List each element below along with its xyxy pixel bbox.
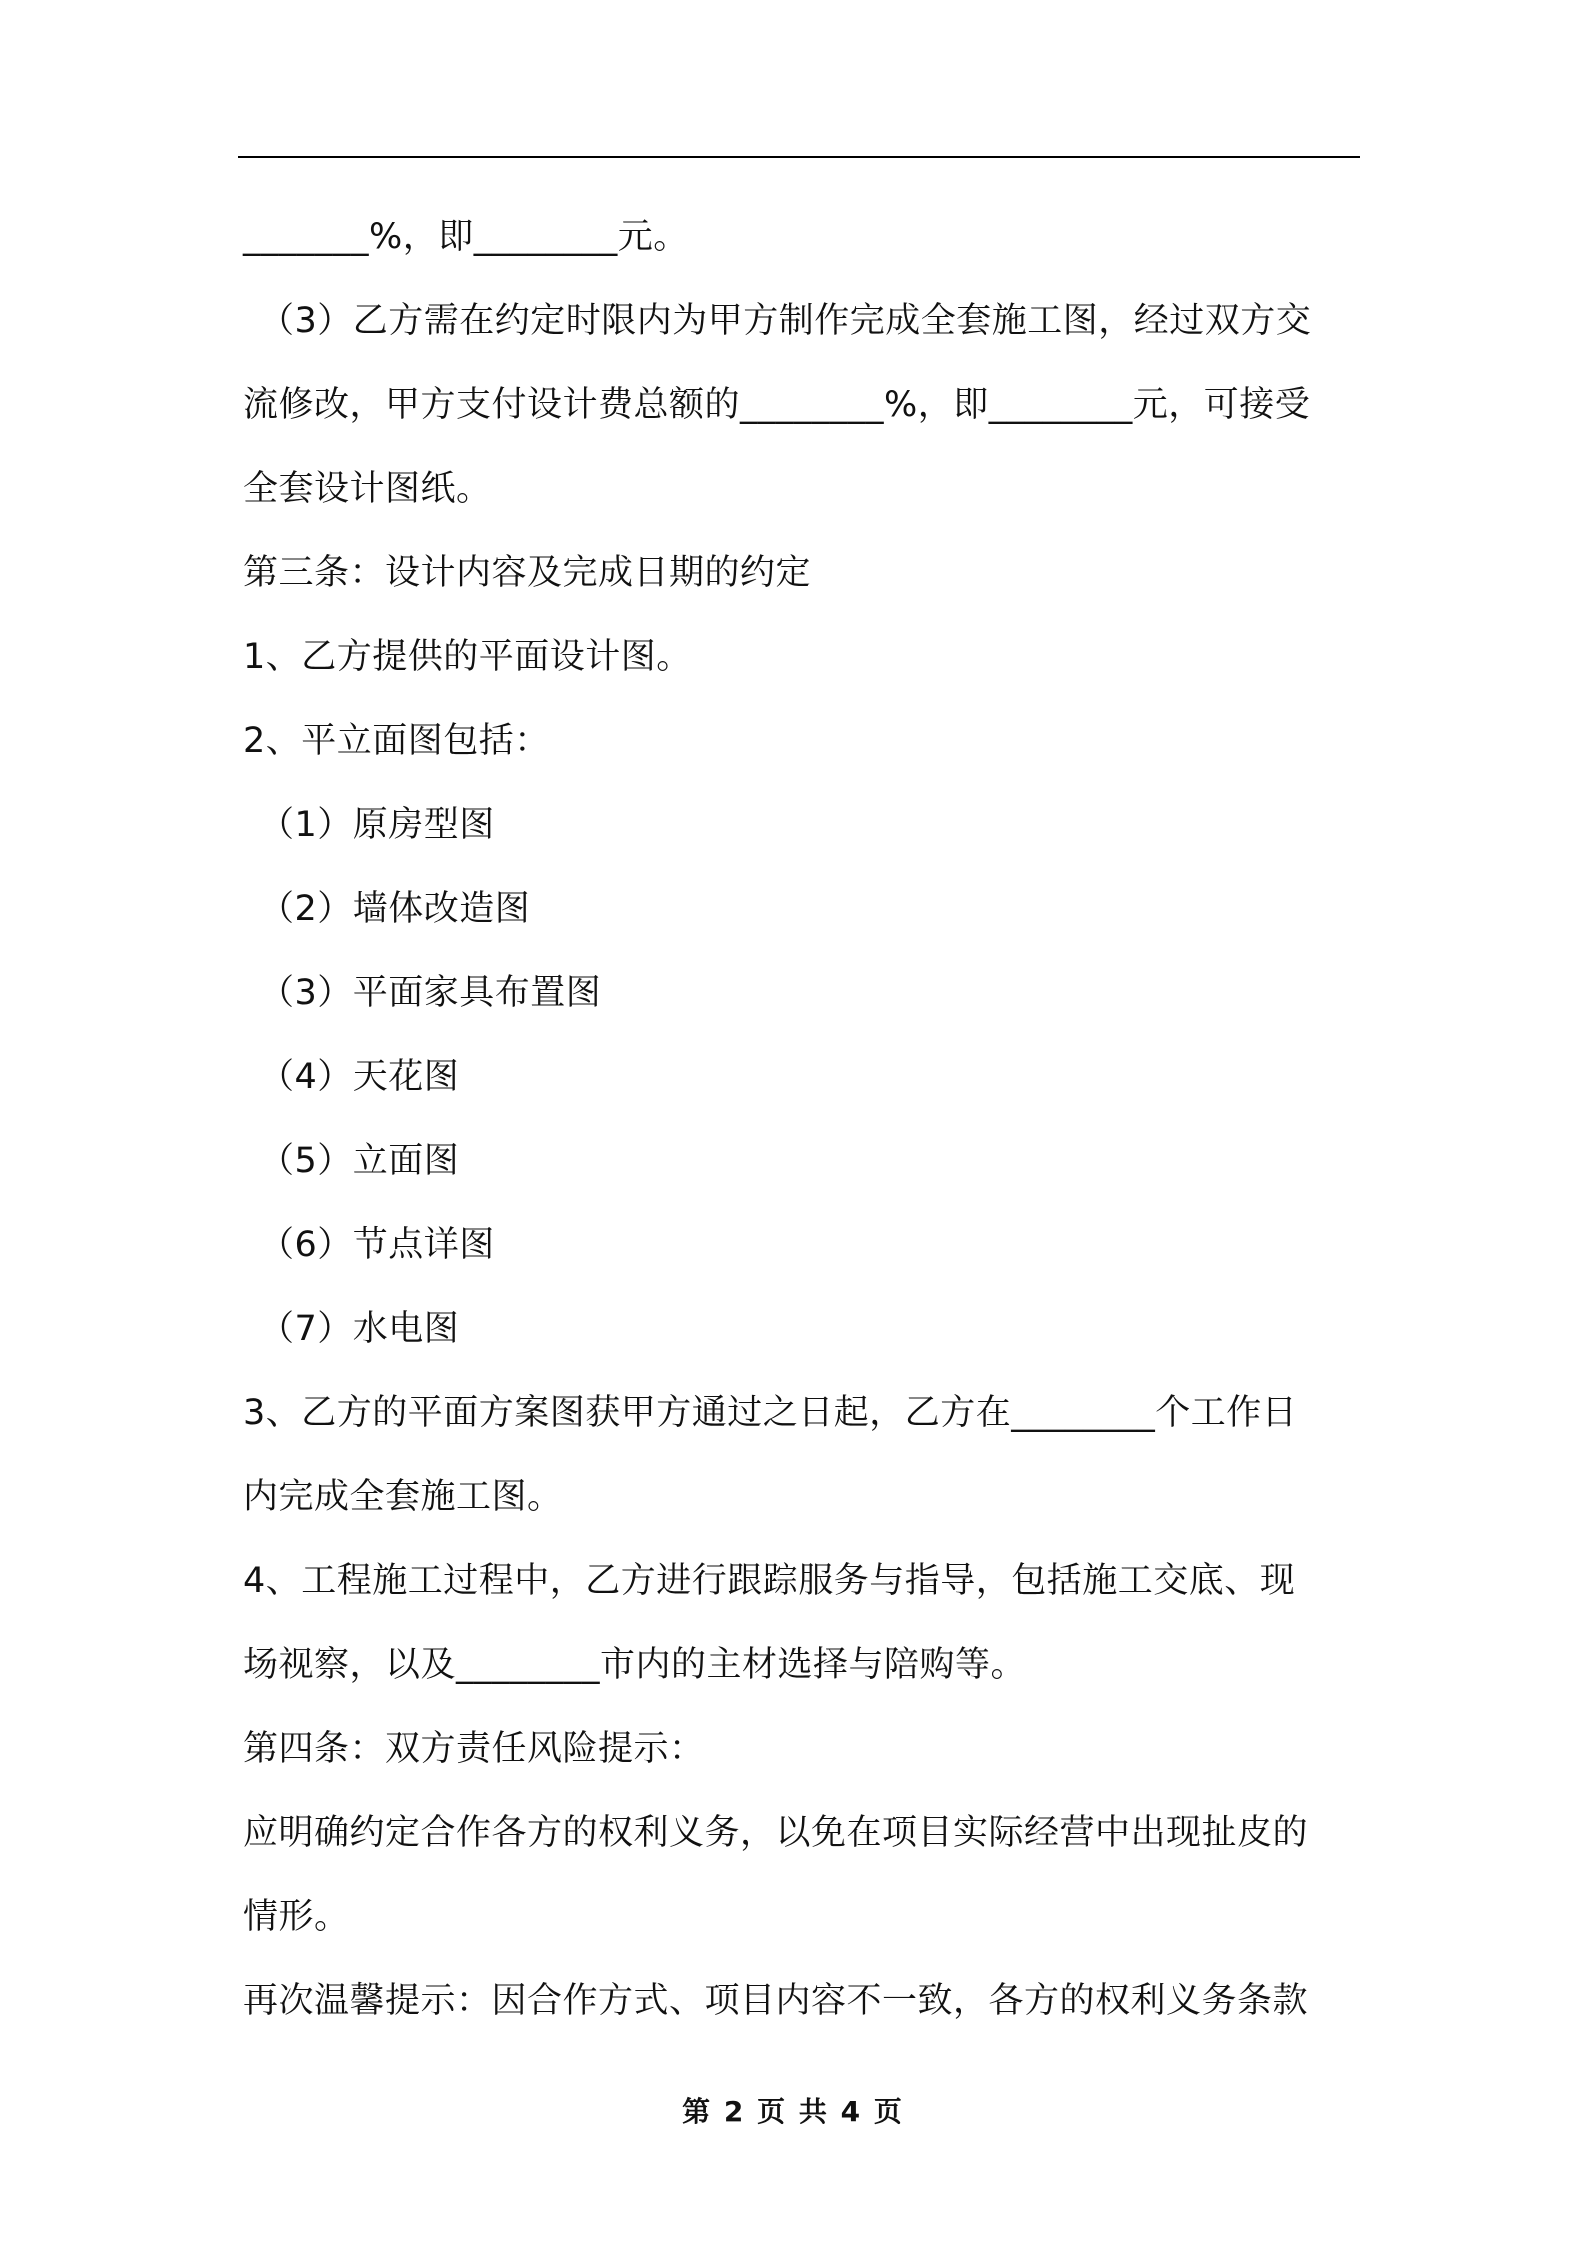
text-line: _______%，即________元。 — [243, 217, 689, 257]
text-line: 2、平立面图包括： — [243, 721, 550, 761]
list-item: （4）天花图 — [259, 1057, 460, 1097]
list-item: （2）墙体改造图 — [259, 889, 531, 929]
text-line: 4、工程施工过程中，乙方进行跟踪服务与指导，包括施工交底、现 — [243, 1561, 1296, 1601]
list-item: （6）节点详图 — [259, 1225, 495, 1265]
section-heading: 第三条：设计内容及完成日期的约定 — [243, 553, 812, 593]
text-line: 全套设计图纸。 — [243, 469, 492, 509]
header-rule — [238, 156, 1360, 158]
text-line: 1、乙方提供的平面设计图。 — [243, 637, 692, 677]
text-line: 3、乙方的平面方案图获甲方通过之日起，乙方在________个工作日 — [243, 1393, 1298, 1433]
list-item: （5）立面图 — [259, 1141, 460, 1181]
text-line: 再次温馨提示：因合作方式、项目内容不一致，各方的权利义务条款 — [243, 1981, 1309, 2021]
text-line: 流修改，甲方支付设计费总额的________%，即________元，可接受 — [243, 385, 1311, 425]
list-item: （1）原房型图 — [259, 805, 495, 845]
document-body — [243, 195, 1368, 2043]
text-line: 场视察，以及________市内的主材选择与陪购等。 — [243, 1645, 1027, 1685]
list-item: （3）平面家具布置图 — [259, 973, 602, 1013]
text-line: 内完成全套施工图。 — [243, 1477, 563, 1517]
text-line: 应明确约定合作各方的权利义务，以免在项目实际经营中出现扯皮的 — [243, 1813, 1309, 1853]
text-line: 情形。 — [243, 1897, 350, 1937]
page-number: 第 2 页 共 4 页 — [682, 2095, 904, 2128]
text-line: （3）乙方需在约定时限内为甲方制作完成全套施工图，经过双方交 — [259, 301, 1312, 341]
section-heading: 第四条：双方责任风险提示： — [243, 1729, 705, 1769]
list-item: （7）水电图 — [259, 1309, 460, 1349]
